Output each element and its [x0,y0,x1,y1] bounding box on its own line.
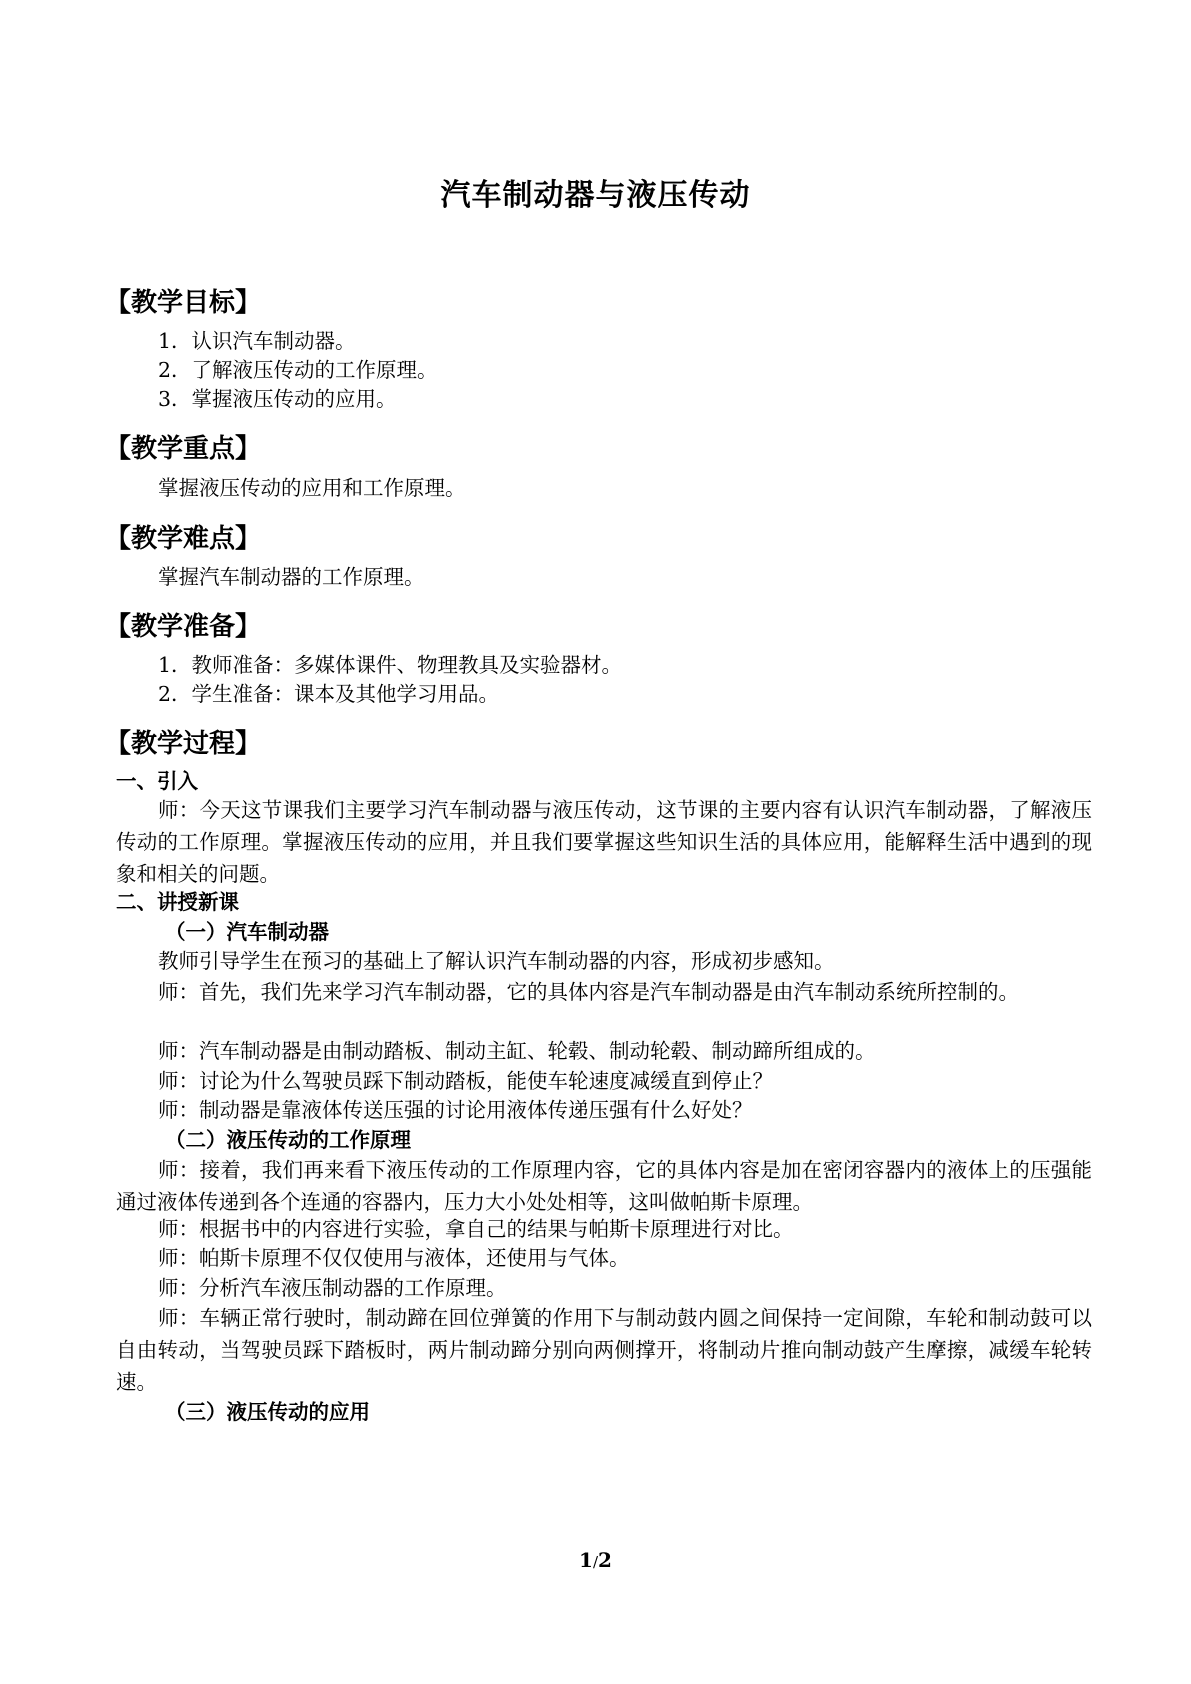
sub2-title: （二）液压传动的工作原理 [165,1128,411,1152]
part1-paragraph: 师：今天这节课我们主要学习汽车制动器与液压传动，这节课的主要内容有认识汽车制动器，了解液压传动的工作原理。掌握液压传动的应用，并且我们要掌握这些知识生活的具体应用，能解释生活中遇到的现象和相关的问题。 [116,798,1092,886]
goal-item-2: 2．了解液压传动的工作原理。 [158,358,438,382]
heading-teaching-goals: 【教学目标】 [105,288,262,318]
key-text: 掌握液压传动的应用和工作原理。 [158,476,466,500]
goal-item-3: 3．掌握液压传动的应用。 [158,387,397,411]
sub2-paragraph-4: 师：分析汽车液压制动器的工作原理。 [158,1276,507,1300]
heading-teaching-key: 【教学重点】 [105,434,262,464]
page-number [0,1548,1191,1572]
difficulty-text: 掌握汽车制动器的工作原理。 [158,565,425,589]
heading-teaching-difficulty: 【教学难点】 [105,524,262,554]
heading-teaching-process: 【教学过程】 [105,729,262,759]
document-title: 汽车制动器与液压传动 [440,178,751,213]
sub3-title: （三）液压传动的应用 [165,1400,370,1424]
goal-item-1: 1．认识汽车制动器。 [158,329,356,353]
prep-item-1: 1．教师准备：多媒体课件、物理教具及实验器材。 [158,653,623,677]
heading-teaching-prep: 【教学准备】 [105,612,262,642]
part2-title: 二、讲授新课 [116,890,239,914]
sub1-paragraph-2: 师：首先，我们先来学习汽车制动器，它的具体内容是汽车制动器是由汽车制动系统所控制的。 [158,980,1019,1004]
page-total: 2 [598,1548,612,1572]
page-current: 1 [579,1548,593,1572]
sub2-paragraph-2: 师：根据书中的内容进行实验，拿自己的结果与帕斯卡原理进行对比。 [158,1217,794,1241]
sub1-paragraph-3: 师：汽车制动器是由制动踏板、制动主缸、轮毂、制动轮毂、制动蹄所组成的。 [158,1039,876,1063]
sub2-paragraph-1: 师：接着，我们再来看下液压传动的工作原理内容，它的具体内容是加在密闭容器内的液体上的压强能通过液体传递到各个连通的容器内，压力大小处处相等，这叫做帕斯卡原理。 [116,1158,1092,1214]
sub1-paragraph-1: 教师引导学生在预习的基础上了解认识汽车制动器的内容，形成初步感知。 [158,949,835,973]
part1-title: 一、引入 [116,769,198,793]
sub1-paragraph-4: 师：讨论为什么驾驶员踩下制动踏板，能使车轮速度减缓直到停止？ [158,1069,773,1093]
sub1-paragraph-5: 师：制动器是靠液体传送压强的讨论用液体传递压强有什么好处？ [158,1098,753,1122]
sub2-paragraph-3: 师：帕斯卡原理不仅仅使用与液体，还使用与气体。 [158,1246,630,1270]
page-separator: / [592,1553,599,1571]
sub2-paragraph-5: 师：车辆正常行驶时，制动蹄在回位弹簧的作用下与制动鼓内圆之间保持一定间隙，车轮和制动鼓可以自由转动，当驾驶员踩下踏板时，两片制动蹄分别向两侧撑开，将制动片推向制动鼓产生摩擦，减缓车轮转速。 [116,1306,1092,1394]
sub1-title: （一）汽车制动器 [165,920,329,944]
prep-item-2: 2．学生准备：课本及其他学习用品。 [158,682,500,706]
